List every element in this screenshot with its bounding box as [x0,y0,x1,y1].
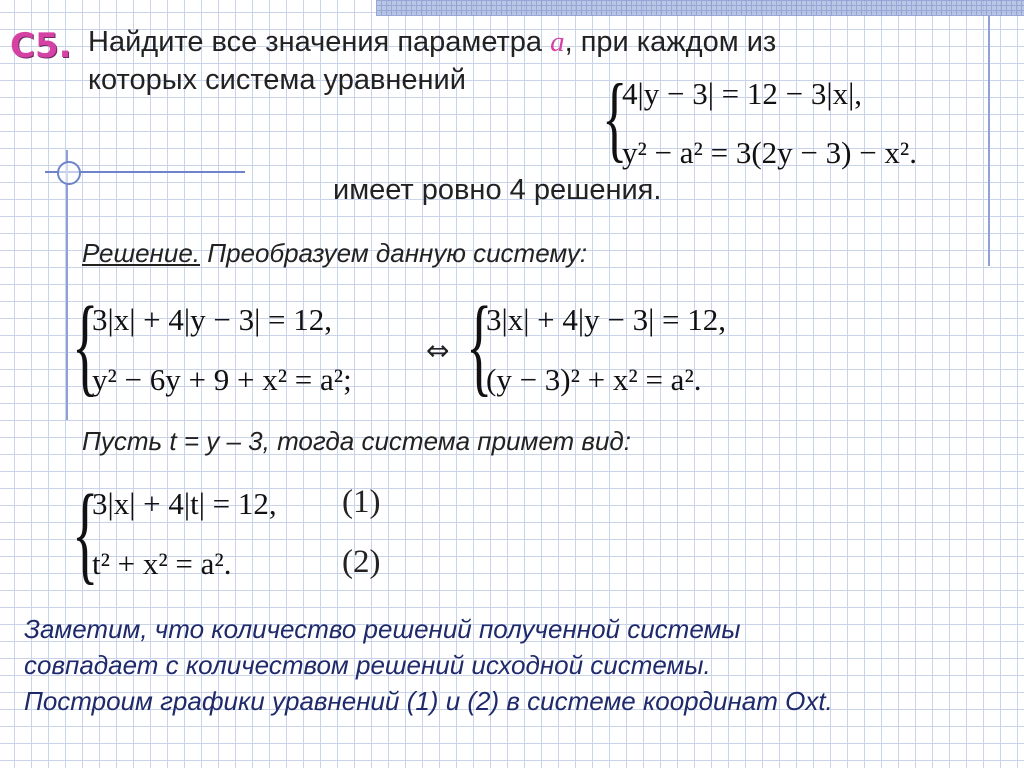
decorative-vertical-line [66,150,68,420]
problem-line-3: имеет ровно 4 решения. [333,174,662,206]
problem-line-1 [88,26,776,59]
brace-system-a: { [72,284,99,406]
equation-tag-2: (2) [342,544,381,580]
system-b-eq-2: (y − 3)² + x² = a². [486,362,702,397]
problem-line-1-prefix: Найдите все значения параметра [88,26,551,58]
brace-system-b: { [466,284,493,406]
solution-text: Преобразуем данную систему: [200,238,588,268]
crosshair-icon [57,161,81,185]
system-c-eq-2: t² + x² = a². [92,546,232,581]
problem-line-2: которых система уравнений [88,64,466,96]
conclusion-line-3: Построим графики уравнений (1) и (2) в системе координат Oxt. [24,686,833,716]
system-a-eq-2: y² − 6y + 9 + x² = a²; [92,362,352,397]
substitution-text: Пусть t = y – 3, тогда система примет вид: [82,426,631,456]
solution-intro [82,238,587,269]
decorative-right-line [988,16,990,266]
solution-label: Решение. [82,238,201,268]
problem-badge: С5. [10,26,72,66]
original-eq-1: 4|y − 3| = 12 − 3|x|, [622,76,863,111]
equation-tag-1: (1) [342,484,381,520]
system-c-eq-1: 3|x| + 4|t| = 12, [92,486,277,521]
decorative-top-bar [376,0,1024,16]
original-eq-2: y² − a² = 3(2y − 3) − x². [622,135,917,170]
equivalence-icon: ⇔ [426,334,450,367]
system-a-eq-1: 3|x| + 4|y − 3| = 12, [92,302,333,337]
conclusion-line-1: Заметим, что количество решений полученной системы [24,614,741,644]
conclusion-line-2: совпадает с количеством решений исходной системы. [24,650,711,680]
brace-system-c: { [72,472,99,594]
brace-original: { [602,64,628,171]
problem-line-1-suffix: , при каждом из [564,26,777,58]
system-b-eq-1: 3|x| + 4|y − 3| = 12, [486,302,727,337]
parameter-a: a [550,26,565,58]
